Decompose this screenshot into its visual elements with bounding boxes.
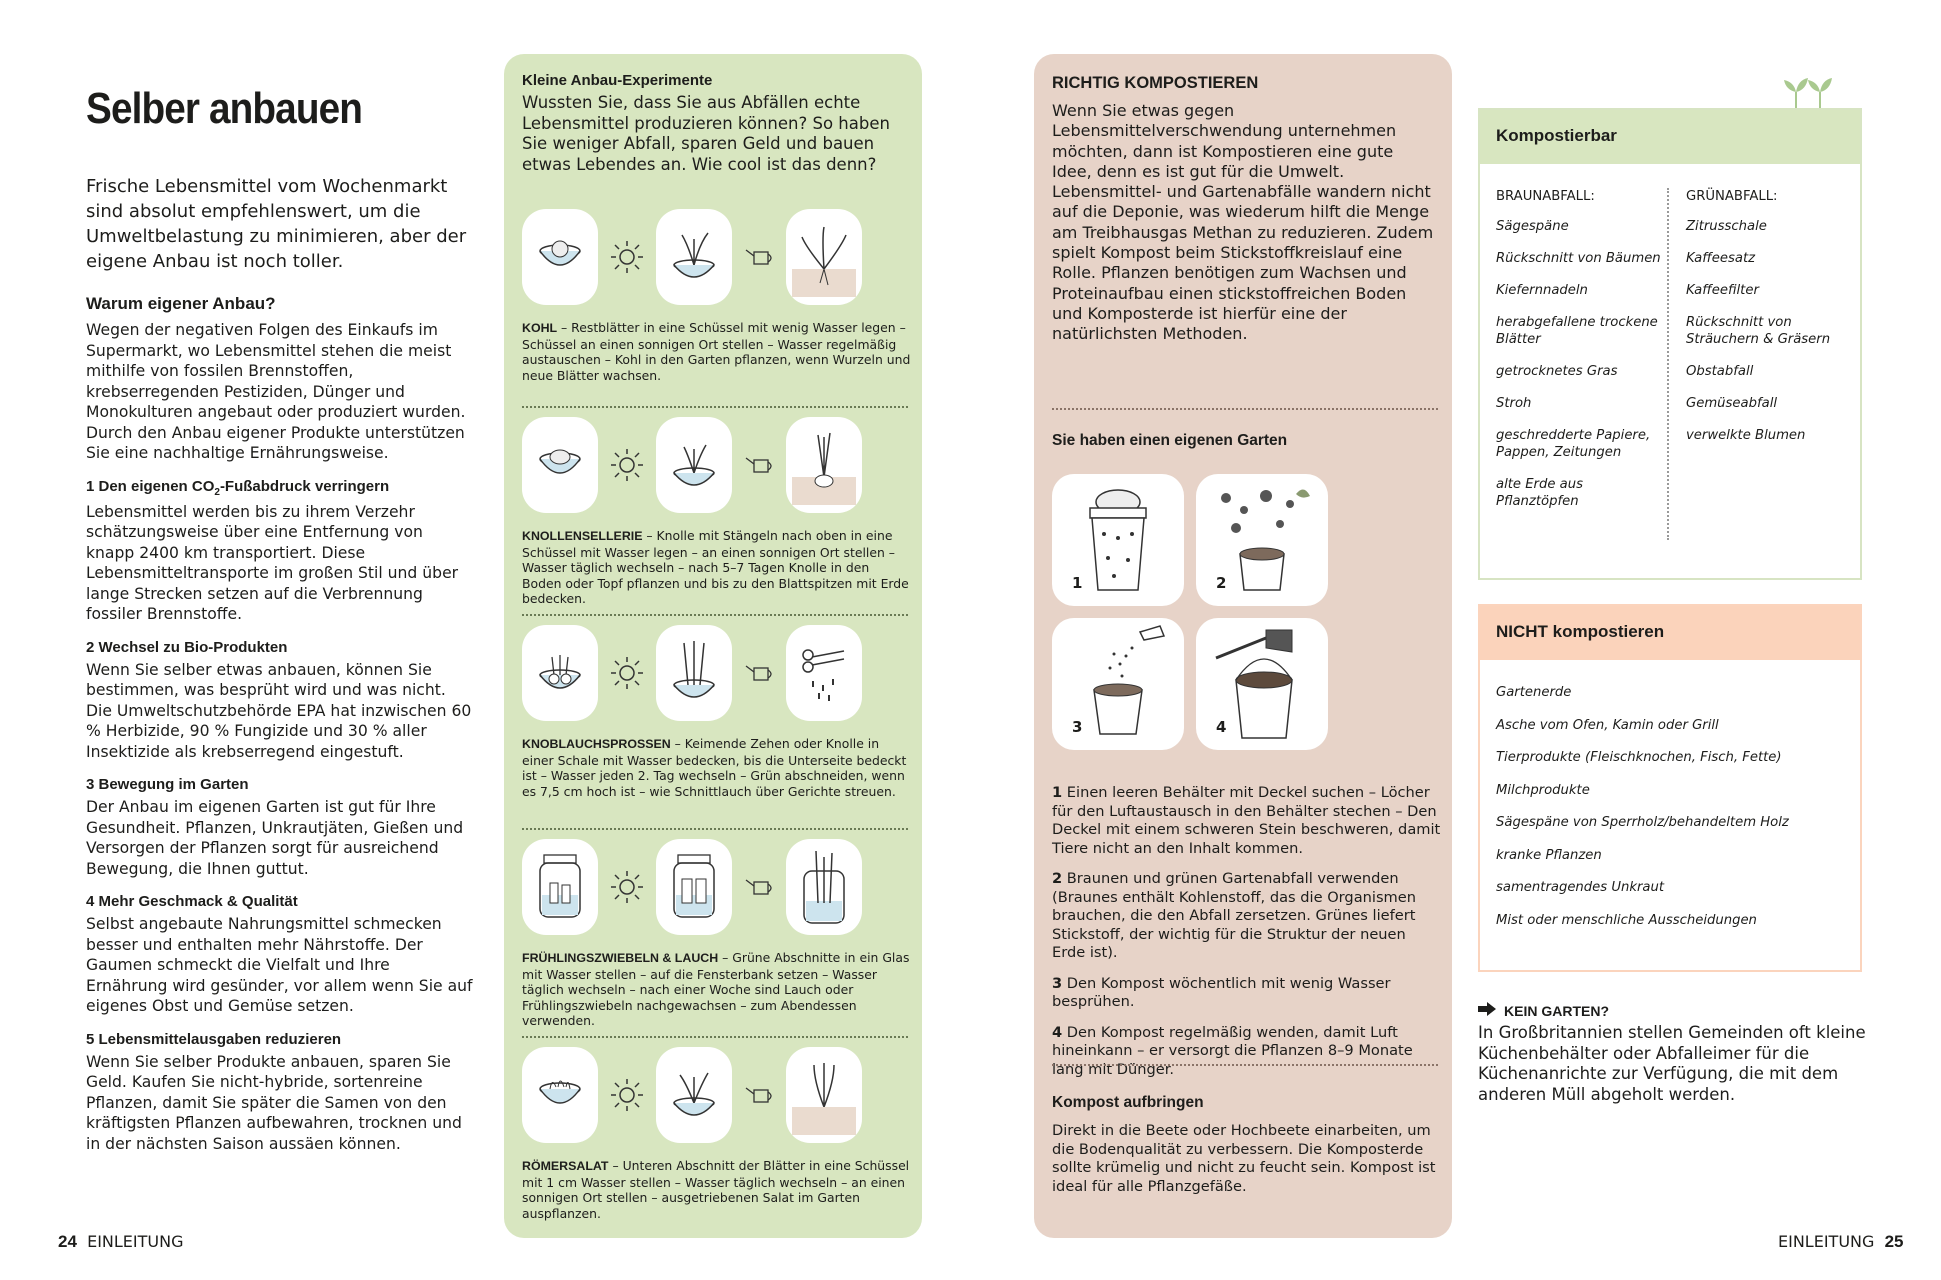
sprouting-jar-icon (786, 839, 862, 935)
no-garden-text: In Großbritannien stellen Gemeinden oft kleine Küchenbehälter oder Abfalleimer für die Küchenanrichte zur Verfügung, die mit dem anderen Müll abgeholt werden. (1478, 1023, 1866, 1104)
experiment-fruehlingszwiebeln-text (522, 950, 912, 1029)
not-compostable-list (1480, 660, 1860, 929)
experiment-kohl (522, 208, 912, 383)
section-1-text: Lebensmittel werden bis zu ihrem Verzehr schätzungsweise über eine Entfernung von knapp 2400 km transportiert. Diese Lebensmitteltransporte im großen Stil und über lange Strecken setzen auf die Verbrennung fossiler Brennstoffe. (86, 502, 459, 623)
list-item: Kaffeefilter (1686, 283, 1759, 298)
watering-can-icon (744, 1083, 774, 1107)
watering-can-icon (744, 453, 774, 477)
page-title: Selber anbauen (86, 84, 363, 133)
list-item: Sägespäne (1496, 219, 1569, 234)
compostable-title: Kompostierbar (1480, 110, 1860, 164)
step-text: Den Kompost wöchentlich mit wenig Wasser besprühen. (1052, 974, 1391, 1010)
list-item: Obstabfall (1686, 364, 1754, 379)
list-item: Kiefernnadeln (1496, 283, 1588, 298)
why-heading: Warum eigener Anbau? (86, 294, 276, 313)
step-number: 1 (1052, 784, 1063, 801)
garden-heading: Sie haben einen eigenen Garten (1052, 432, 1288, 449)
column-divider (1667, 188, 1669, 540)
garlic-sprouts-icon (656, 625, 732, 721)
step-number: 2 (1052, 870, 1063, 887)
brown-waste-caption: BRAUNABFALL: (1496, 189, 1595, 204)
list-item: Stroh (1496, 396, 1532, 411)
experiment-kohl-text (522, 320, 912, 383)
experiments-panel (504, 54, 922, 1238)
section-4-heading: 4 Mehr Geschmack & Qualität (86, 893, 298, 910)
not-compostable-title: NICHT kompostieren (1480, 606, 1860, 660)
experiment-knoblauchsprossen (522, 624, 912, 799)
sprouting-bowl-icon (656, 209, 732, 305)
list-item: Asche vom Ofen, Kamin oder Grill (1496, 717, 1719, 733)
experiment-roemersalat-desc: – Unteren Abschnitt der Blätter in eine Schüssel mit 1 cm Wasser stellen – Wasser täglich wechseln – an einen sonnigen Ort stellen – ausgetriebenen Salat im Garten auspflanzen. (522, 1158, 910, 1221)
footer-left-label: EINLEITUNG (87, 1232, 184, 1251)
experiment-knollensellerie (522, 416, 912, 607)
arrow-right-icon (1478, 1002, 1496, 1019)
no-garden-heading-text: KEIN GARTEN? (1504, 1002, 1609, 1019)
sun-icon (610, 656, 644, 690)
experiments-title: Kleine Anbau-Experimente (522, 72, 713, 89)
watering-can-icon (744, 245, 774, 269)
section-2-text: Wenn Sie selber etwas anbauen, können Sie bestimmen, was besprüht wird und was nicht. Die Umweltschutzbehörde EPA hat inzwischen 60 % Herbizide, 90 % Fungizide und 30 % aller Insektizide als krebserregend eingestuft. (86, 660, 472, 761)
page-number-left: 24 (58, 1232, 77, 1251)
divider (522, 828, 908, 830)
planted-lettuce-icon (786, 1047, 862, 1143)
intro-text: Frische Lebensmittel vom Wochenmarkt sind absolut empfehlenswert, um die Umweltbelastung zu minimieren, aber der eigene Anbau ist noch toller. (86, 176, 467, 272)
list-item: samentragendes Unkraut (1496, 880, 1665, 895)
section-5-heading: 5 Lebensmittelausgaben reduzieren (86, 1030, 342, 1048)
experiment-kohl-name: KOHL (522, 321, 558, 335)
jar-icon (656, 839, 732, 935)
section-3-text: Der Anbau im eigenen Garten ist gut für Ihre Gesundheit. Pflanzen, Unkrautjäten, Gießen und Versorgen der Pflanzen sorgt für ausreichend Bewegung, die Ihnen guttut. (86, 798, 464, 878)
experiment-knollensellerie-desc: – Knolle mit Stängeln nach oben in eine Schüssel mit Wasser legen – an einen sonnigen Ort stellen – Wasser täglich wechseln – nach 5–7 Tagen Knolle in den Boden oder Topf pflanzen und bis zu den Blattspitzen mit Erde bedecken. (522, 528, 909, 607)
list-item: kranke Pflanzen (1496, 847, 1602, 863)
step-text: Braunen und grünen Gartenabfall verwenden (Braunes enthält Kohlenstoff, das die Organismen brauchen, die den Abfall zersetzen. Grünes liefert Stickstoff, der wichtig für die Struktur der neuen Erde ist). (1052, 870, 1416, 961)
experiment-knoblauchsprossen-text (522, 736, 912, 799)
footer-right-label: EINLEITUNG (1778, 1232, 1875, 1251)
list-item: Sägespäne von Sperrholz/behandeltem Holz (1496, 815, 1789, 830)
apply-text: Direkt in die Beete oder Hochbeete einarbeiten, um die Bodenqualität zu verbessern. Die Komposterde sollte krümelig und nicht zu feucht sein. Kompost ist ideal für alle Pflanzgefäße. (1052, 1122, 1436, 1195)
jar-icon (522, 839, 598, 935)
divider (522, 406, 908, 408)
spray-bin-icon (1052, 618, 1184, 750)
compost-steps (1052, 784, 1442, 1079)
watering-can-icon (744, 661, 774, 685)
divider (1052, 408, 1438, 410)
brown-waste-column (1496, 188, 1662, 525)
list-item: alte Erde aus Pflanztöpfen (1496, 477, 1583, 509)
bowl-icon (522, 1047, 598, 1143)
experiment-knoblauchsprossen-desc: – Keimende Zehen oder Knolle in einer Schale mit Wasser bedecken, bis die Unterseite bedeckt ist – Wasser jeden 2. Tag wechseln – Grün abschneiden, wenn es 7,5 cm hoch ist – wie Schnittlauch über Gerichte streuen. (522, 736, 907, 799)
compost-step (1052, 975, 1442, 1012)
divider (522, 614, 908, 616)
experiment-fruehlingszwiebeln (522, 838, 912, 1029)
why-text: Wegen der negativen Folgen des Einkaufs im Supermarkt, wo Lebensmittel stehen die meist mithilfe von fossilen Brennstoffen, krebserregenden Pestiziden, Dünger und Monokulturen angebaut oder produziert wurden. Durch den Anbau eigener Produkte unterstützen Sie eine nachhaltige Ernährungsweise. (86, 321, 466, 462)
page-number-right: 25 (1884, 1232, 1904, 1251)
sprouting-lettuce-icon (656, 1047, 732, 1143)
list-item: Mist oder menschliche Ausscheidungen (1496, 912, 1757, 928)
garlic-bowl-icon (522, 625, 598, 721)
experiment-knollensellerie-name: KNOLLENSELLERIE (522, 529, 643, 543)
step-number: 3 (1052, 974, 1063, 992)
shovel-bin-icon (1196, 618, 1328, 750)
list-item: verwelkte Blumen (1686, 428, 1806, 443)
section-2-heading: 2 Wechsel zu Bio-Produkten (86, 638, 288, 656)
list-item: Tierprodukte (Fleischknochen, Fisch, Fette) (1496, 750, 1782, 765)
no-garden-heading (1478, 1002, 1878, 1019)
apply-heading: Kompost aufbringen (1052, 1094, 1204, 1111)
compost-bin-icon (1052, 474, 1184, 606)
left-column (86, 70, 476, 1168)
sun-icon (610, 448, 644, 482)
step-text: Einen leeren Behälter mit Deckel suchen – Löcher für den Luftaustausch in den Behälter stechen – Den Deckel mit einem schweren Stein beschweren, damit Tiere nicht an den Inhalt kommen. (1052, 784, 1441, 857)
section-1-heading-a: 1 Den eigenen CO (86, 477, 215, 495)
experiment-roemersalat (522, 1046, 912, 1221)
compost-panel (1034, 54, 1452, 1238)
section-1-heading-sub: 2 (214, 486, 220, 498)
section-1-heading-b: -Fußabdruck verringern (219, 477, 390, 495)
list-item: Gemüseabfall (1686, 396, 1778, 411)
compost-title: RICHTIG KOMPOSTIEREN (1052, 74, 1259, 92)
step-text: Den Kompost regelmäßig wenden, damit Luft hineinkann – er versorgt die Pflanzen 8–9 Monate lang mit Dünger. (1052, 1023, 1413, 1078)
section-5-text: Wenn Sie selber Produkte anbauen, sparen Sie Geld. Kaufen Sie nicht-hybride, sortenreine Pflanzen, damit Sie später die Samen von den kräftigsten Pflanzen aufbewahren, trocknen und in der nächsten Saison aussäen können. (86, 1052, 462, 1153)
experiment-roemersalat-name: RÖMERSALAT (522, 1159, 609, 1173)
watering-can-icon (744, 875, 774, 899)
section-4-text: Selbst angebaute Nahrungsmittel schmecken besser und enthalten mehr Nährstoffe. Der Gaumen schmeckt die Vielfalt und Ihre Ernährung wird gesünder, vor allem wenn Sie auf eigenes Obst und Gemüse setzen. (86, 915, 473, 1015)
bin-label-4: 4 (1216, 718, 1227, 736)
sprouting-celery-icon (656, 417, 732, 513)
divider (522, 1036, 908, 1038)
planted-celery-icon (786, 417, 862, 513)
not-compostable-box (1478, 604, 1862, 972)
experiment-knollensellerie-text (522, 528, 912, 607)
bin-label-3: 3 (1072, 718, 1083, 736)
compost-step (1052, 784, 1442, 858)
list-item: Kaffeesatz (1686, 251, 1756, 266)
experiment-fruehlingszwiebeln-desc: – Grüne Abschnitte in ein Glas mit Wasser stellen – auf die Fensterbank setzen – Wasser täglich wechseln – nach einer Woche sind Lauch oder Frühlingszwiebeln nachgewachsen – zum Abendessen verwenden. (522, 950, 910, 1029)
list-item: herabgefallene trockene Blätter (1496, 315, 1658, 347)
bowl-icon (522, 417, 598, 513)
green-waste-column (1686, 188, 1856, 459)
planted-cabbage-icon (786, 209, 862, 305)
bin-label-2: 2 (1216, 574, 1227, 592)
footer-right (1778, 1232, 1903, 1252)
section-1-heading (86, 478, 476, 498)
footer-left (58, 1232, 183, 1252)
bowl-icon (522, 209, 598, 305)
compost-lead: Wenn Sie etwas gegen Lebensmittelverschwendung unternehmen möchten, dann ist Kompostieren eine gute Idee, denn es ist gut für die Umwelt. Lebensmittel- und Gartenabfälle wandern nicht auf die Deponie, was wiederum hilft die Menge am Treibhausgas Methan zu reduzieren. Zudem spielt Kompost beim Stickstoffkreislauf eine Rolle. Pflanzen benötigen zum Wachsen und Proteinaufbau einen stickstoffreichen Boden und Komposterde ist hierfür eine der natürlichsten Methoden. (1052, 101, 1434, 344)
green-waste-caption: GRÜNABFALL: (1686, 189, 1778, 204)
experiments-lead: Wussten Sie, dass Sie aus Abfällen echte Lebensmittel produzieren können? So haben Sie weniger Abfall, sparen Geld und bauen etwas Lebendes an. Wie cool ist das denn? (522, 93, 890, 174)
list-item: Rückschnitt von Sträuchern & Gräsern (1686, 315, 1831, 347)
sun-icon (610, 1078, 644, 1112)
compostable-box (1478, 108, 1862, 580)
list-item: Gartenerde (1496, 685, 1572, 700)
list-item: Zitrusschale (1686, 219, 1767, 234)
divider (1052, 1064, 1438, 1066)
waste-scraps-icon (1196, 474, 1328, 606)
experiment-roemersalat-text (522, 1158, 912, 1221)
sun-icon (610, 240, 644, 274)
bin-label-1: 1 (1072, 574, 1083, 592)
compost-step (1052, 1024, 1442, 1080)
step-number: 4 (1052, 1023, 1063, 1041)
experiment-fruehlingszwiebeln-name: FRÜHLINGSZWIEBELN & LAUCH (522, 951, 719, 965)
scissors-icon (786, 625, 862, 721)
list-item: Rückschnitt von Bäumen (1496, 251, 1661, 266)
no-garden-box (1478, 1002, 1878, 1105)
list-item: geschredderte Papiere, Pappen, Zeitungen (1496, 428, 1651, 460)
list-item: getrocknetes Gras (1496, 364, 1618, 379)
list-item: Milchprodukte (1496, 782, 1590, 798)
section-3-heading: 3 Bewegung im Garten (86, 776, 249, 793)
experiment-knoblauchsprossen-name: KNOBLAUCHSPROSSEN (522, 737, 671, 751)
compost-step (1052, 870, 1442, 963)
experiment-kohl-desc: – Restblätter in eine Schüssel mit wenig Wasser legen – Schüssel an einen sonnigen Ort stellen – Wasser regelmäßig austauschen – Kohl in den Garten pflanzen, wenn Wurzeln und neue Blätter wachsen. (522, 320, 911, 383)
sun-icon (610, 870, 644, 904)
